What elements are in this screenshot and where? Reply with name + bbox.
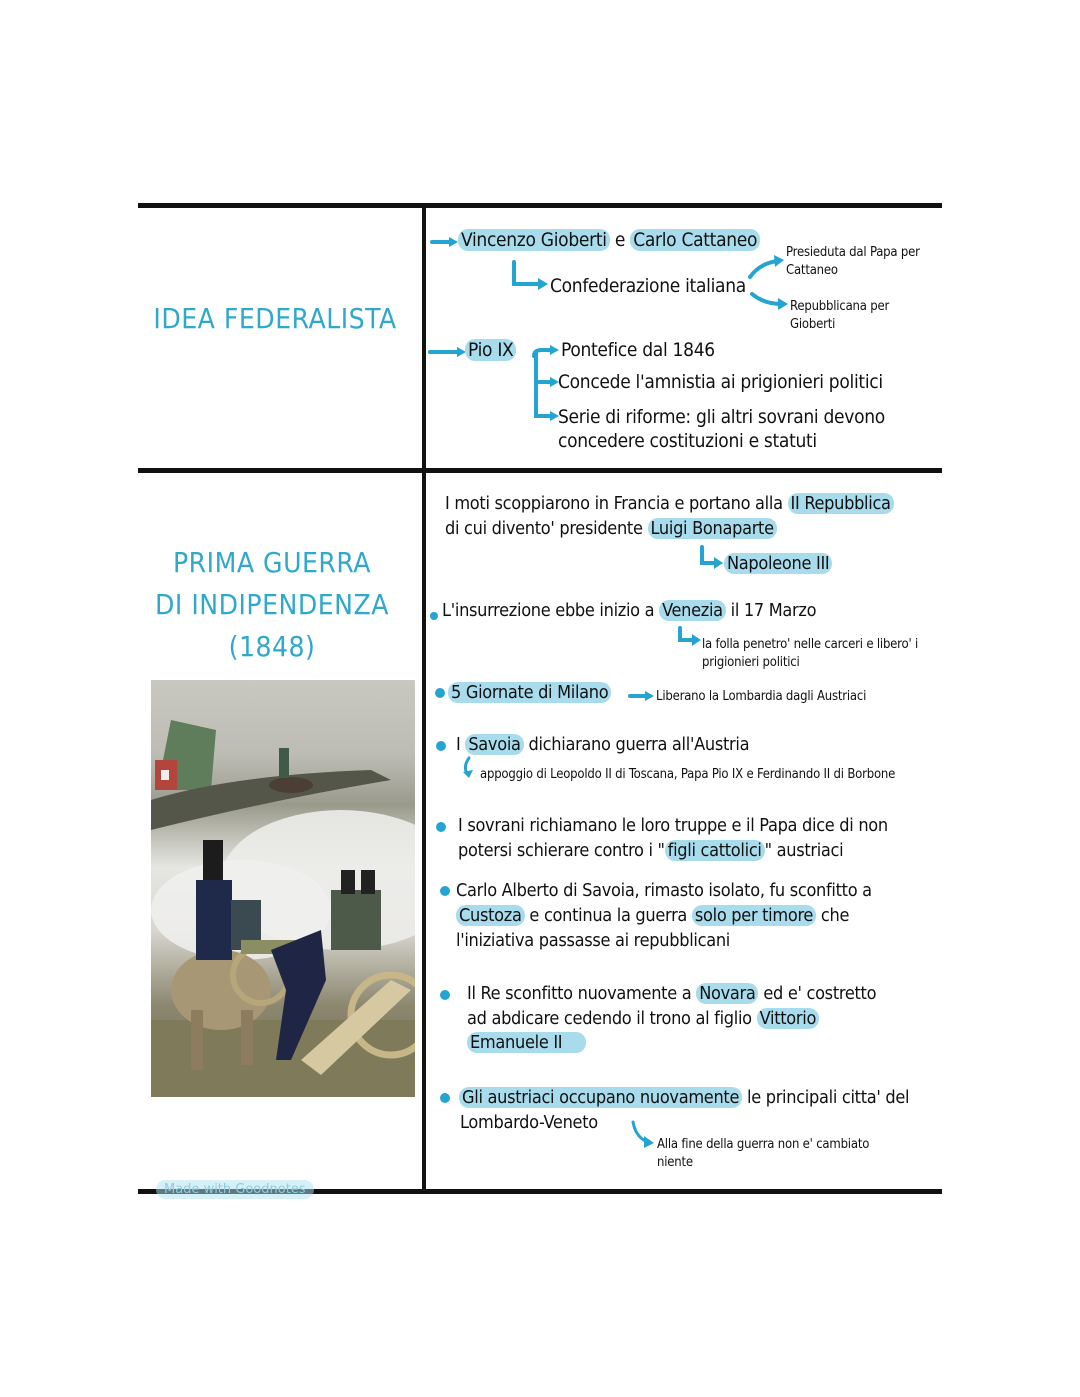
battle-painting-image: [151, 680, 415, 1097]
paragraph-novara: Il Re sconfitto nuovamente a Novara ed e' costretto: [467, 983, 877, 1004]
note-liberano-lombardia: Liberano la Lombardia dagli Austriaci: [656, 689, 867, 704]
bullet-icon: [440, 990, 450, 1000]
pio-point-1: Pontefice dal 1846: [561, 339, 715, 361]
arrow-turn-right-icon: [508, 260, 550, 294]
paragraph-austriaci-occupano-line2: Lombardo-Veneto: [460, 1112, 598, 1133]
note-folla-carceri: la folla penetro' nelle carceri e libero' i prigionieri politici: [702, 637, 919, 670]
pio-point-3: Serie di riforme: gli altri sovrani devono: [558, 406, 885, 428]
paragraph-carlo-alberto-line2: Custoza e continua la guerra solo per timore che: [456, 905, 849, 926]
cinque-giornate-milano: 5 Giornate di Milano: [448, 682, 611, 703]
arrow-right-icon: [428, 346, 468, 358]
pio-point-3-cont: concedere costituzioni e statuti: [558, 430, 817, 452]
note-fine-guerra: Alla fine della guerra non e' cambiato niente: [657, 1137, 870, 1170]
table-middle-rule: [138, 468, 942, 473]
paragraph-sovrani-truppe: I sovrani richiamano le loro truppe e il Papa dice di non: [458, 815, 888, 836]
arrow-turn-right-icon: [676, 626, 704, 648]
bullet-icon: [440, 886, 450, 896]
paragraph-carlo-alberto: Carlo Alberto di Savoia, rimasto isolato, fu sconfitto a: [456, 880, 872, 901]
paragraph-moti-francia: I moti scoppiarono in Francia e portano alla II Repubblica: [445, 493, 894, 514]
note-appoggio: appoggio di Leopoldo II di Toscana, Papa Pio IX e Ferdinando II di Borbone: [480, 767, 896, 782]
section-title-prima-guerra: PRIMA GUERRA DI INDIPENDENZA (1848): [155, 546, 389, 663]
napoleone-iii: Napoleone III: [724, 553, 832, 574]
pio-point-2: Concede l'amnistia ai prigionieri politici: [558, 371, 883, 393]
branch-cattaneo: Presieduta dal Papa per Cattaneo: [786, 245, 920, 278]
paragraph-carlo-alberto-line3: l'iniziativa passasse ai repubblicani: [456, 930, 731, 951]
arrow-curve-up-icon: [746, 255, 786, 281]
bullet-icon: [430, 612, 438, 620]
branch-gioberti: Repubblicana per Gioberti: [790, 299, 890, 332]
arrow-right-icon: [430, 236, 460, 248]
pio-ix: Pio IX: [465, 339, 516, 361]
paragraph-moti-francia-line2: di cui divento' presidente Luigi Bonaparte: [445, 518, 777, 539]
confederazione-italiana: Confederazione italiana: [550, 275, 746, 297]
section-title-idea-federalista: IDEA FEDERALISTA: [153, 302, 397, 335]
bullet-icon: [436, 741, 446, 751]
paragraph-insurrezione-venezia: L'insurrezione ebbe inizio a Venezia il 17 Marzo: [442, 600, 817, 621]
table-top-rule: [138, 203, 942, 208]
paragraph-novara-line3: Emanuele II: [467, 1032, 586, 1053]
paragraph-austriaci-occupano: Gli austriaci occupano nuovamente le principali citta' del: [459, 1087, 909, 1108]
arrow-curve-down-icon: [461, 756, 479, 780]
bullet-icon: [435, 688, 445, 698]
bullet-icon: [440, 1093, 450, 1103]
table-column-divider: [422, 204, 426, 1194]
paragraph-savoia-guerra: I Savoia dichiarano guerra all'Austria: [456, 734, 750, 755]
arrow-curve-down-icon: [630, 1120, 656, 1150]
arrow-curve-down-icon: [748, 290, 790, 314]
federalist-thinkers: Vincenzo Gioberti e Carlo Cattaneo: [458, 229, 760, 251]
paragraph-novara-line2: ad abdicare cedendo il trono al figlio Vittorio: [467, 1008, 819, 1029]
paragraph-sovrani-truppe-line2: potersi schierare contro i " figli cattolici " austriaci: [458, 840, 844, 861]
arrow-turn-right-icon: [698, 545, 726, 573]
bullet-icon: [436, 822, 446, 832]
goodnotes-watermark: Made with Goodnotes: [156, 1180, 314, 1199]
arrow-right-icon: [628, 690, 656, 702]
